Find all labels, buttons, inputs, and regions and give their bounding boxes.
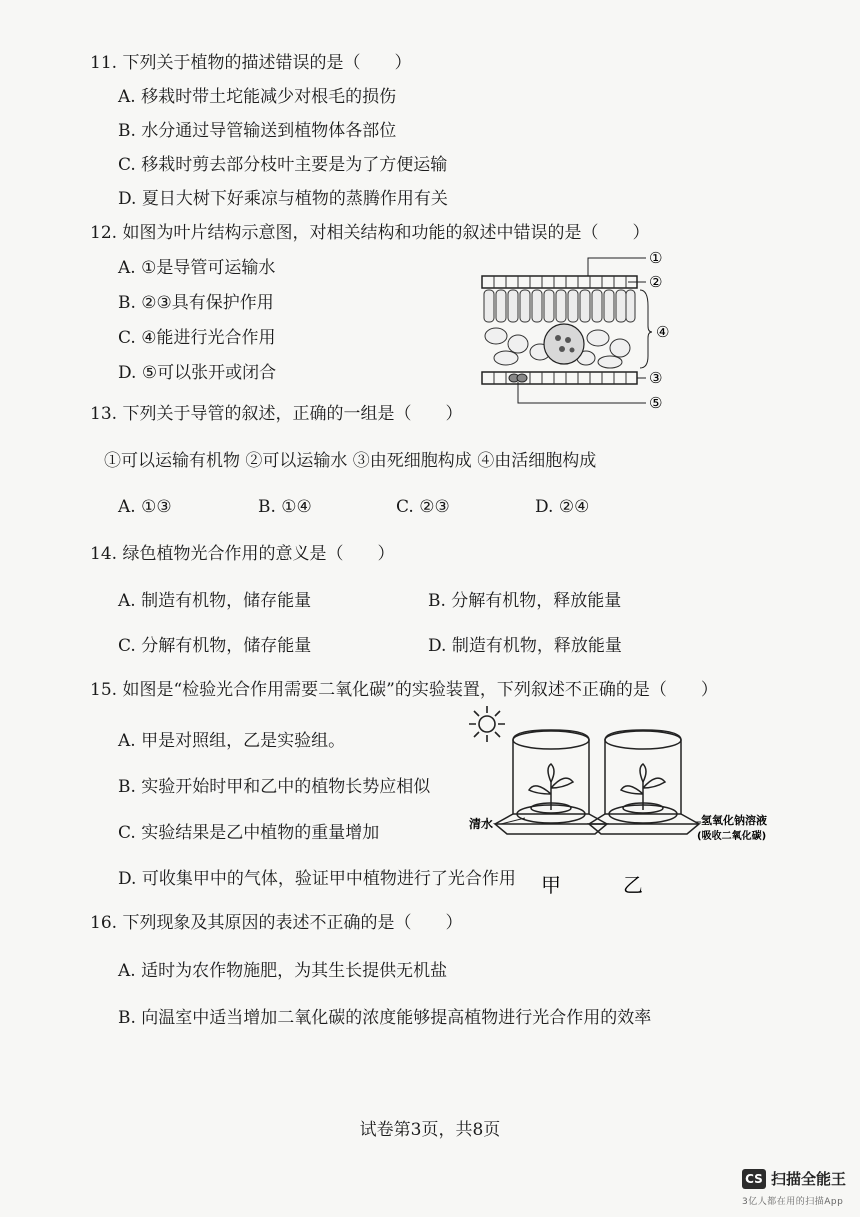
- page-footer: 试卷第3页，共8页: [359, 1120, 501, 1140]
- q11-option-a: A. 移栽时带土坨能减少对根毛的损伤: [118, 87, 397, 107]
- jar-label-water: 清水: [469, 817, 494, 831]
- q12-option-c: C. ④能进行光合作用: [118, 328, 276, 348]
- q15-option-b: B. 实验开始时甲和乙中的植物长势应相似: [118, 777, 431, 797]
- q14-option-b: B. 分解有机物，释放能量: [428, 591, 622, 611]
- leaf-label-2: ②: [649, 273, 663, 291]
- scanner-logo: CS: [742, 1169, 766, 1189]
- leaf-label-5: ⑤: [649, 394, 663, 412]
- q14-stem: 14. 绿色植物光合作用的意义是（ ）: [90, 544, 395, 564]
- q13-option-c: C. ②③: [396, 497, 450, 517]
- leaf-label-4: ④: [656, 323, 670, 341]
- leaf-structure-figure: [478, 248, 678, 413]
- q14-option-c: C. 分解有机物，储存能量: [118, 636, 312, 656]
- q15-option-d: D. 可收集甲中的气体，验证甲中植物进行了光合作用: [118, 869, 516, 889]
- q11-stem: 11. 下列关于植物的描述错误的是（ ）: [90, 53, 412, 73]
- leaf-label-1: ①: [649, 249, 663, 267]
- q16-stem: 16. 下列现象及其原因的表述不正确的是（ ）: [90, 913, 463, 933]
- q12-option-a: A. ①是导管可运输水: [118, 258, 276, 278]
- q14-option-a: A. 制造有机物，储存能量: [118, 591, 312, 611]
- jar-label-naoh: 氢氧化钠溶液: [701, 814, 767, 827]
- q11-option-b: B. 水分通过导管输送到植物体各部位: [118, 121, 397, 141]
- q15-stem: 15. 如图是“检验光合作用需要二氧化碳”的实验装置，下列叙述不正确的是（ ）: [90, 680, 718, 700]
- q16-option-b: B. 向温室中适当增加二氧化碳的浓度能够提高植物进行光合作用的效率: [118, 1008, 652, 1028]
- leaf-label-3: ③: [649, 369, 663, 387]
- q12-stem: 12. 如图为叶片结构示意图，对相关结构和功能的叙述中错误的是（ ）: [90, 223, 650, 243]
- q13-statement: ①可以运输有机物 ②可以运输水 ③由死细胞构成 ④由活细胞构成: [104, 451, 597, 471]
- q15-option-a: A. 甲是对照组，乙是实验组。: [118, 731, 346, 751]
- q13-option-b: B. ①④: [258, 497, 312, 517]
- q11-option-c: C. 移栽时剪去部分枝叶主要是为了方便运输: [118, 155, 448, 175]
- q13-option-a: A. ①③: [118, 497, 172, 517]
- q14-option-d: D. 制造有机物，释放能量: [428, 636, 622, 656]
- sun-icon: [469, 706, 505, 742]
- jar-label-naoh-note: (吸收二氧化碳): [697, 831, 767, 842]
- scanner-tagline: 3亿人都在用的扫描App: [742, 1197, 844, 1207]
- jar-experiment-figure: [465, 702, 795, 900]
- scanner-name: 扫描全能王: [771, 1170, 847, 1188]
- q13-stem: 13. 下列关于导管的叙述，正确的一组是（ ）: [90, 404, 463, 424]
- jar-2-label: 乙: [623, 873, 643, 897]
- scanner-watermark: [742, 1168, 846, 1189]
- q12-option-b: B. ②③具有保护作用: [118, 293, 274, 313]
- jar-1-label: 甲: [541, 873, 561, 897]
- q11-option-d: D. 夏日大树下好乘凉与植物的蒸腾作用有关: [118, 189, 448, 209]
- q16-option-a: A. 适时为农作物施肥，为其生长提供无机盐: [118, 961, 448, 981]
- q13-option-d: D. ②④: [535, 497, 590, 517]
- q12-option-d: D. ⑤可以张开或闭合: [118, 363, 277, 383]
- q15-option-c: C. 实验结果是乙中植物的重量增加: [118, 823, 380, 843]
